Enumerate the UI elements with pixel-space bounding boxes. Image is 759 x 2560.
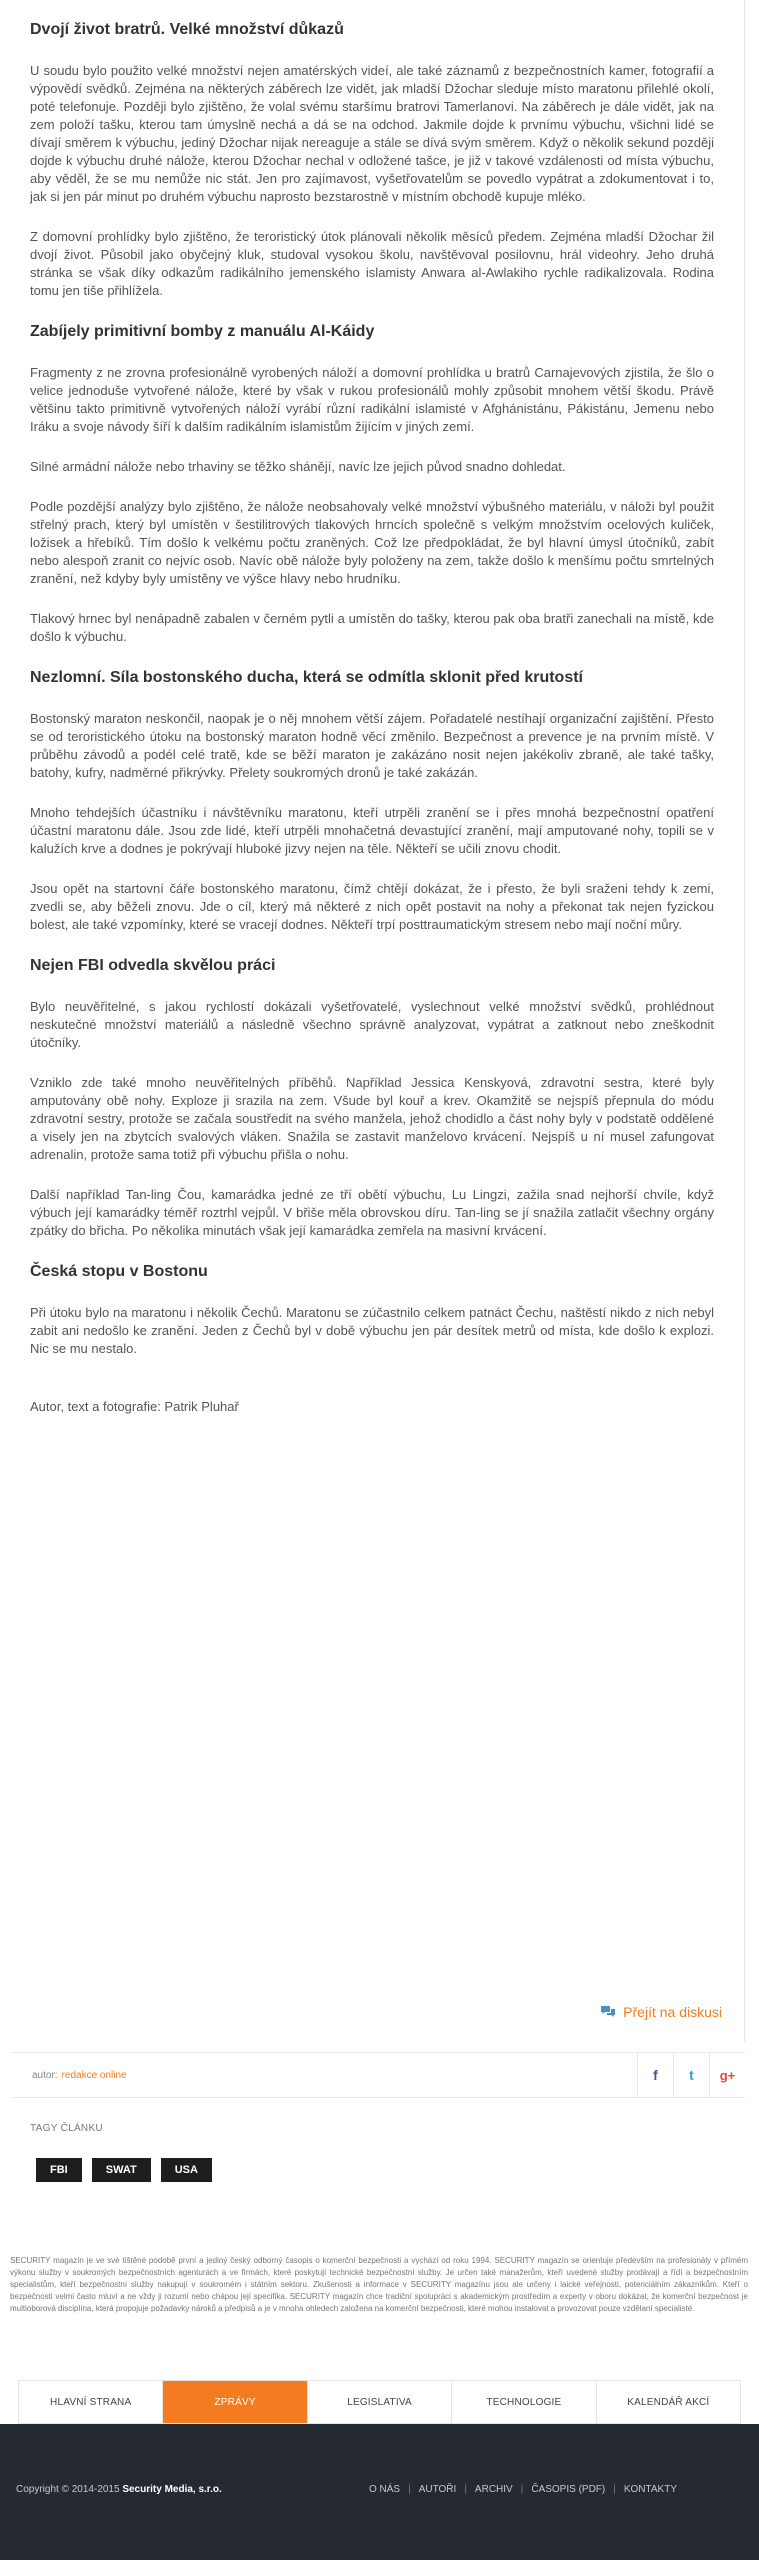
section-heading: Zabíjely primitivní bomby z manuálu Al-Káidy — [30, 323, 375, 340]
section-heading: Nezlomní. Síla bostonského ducha, která se odmítla sklonit před krutostí — [30, 669, 583, 686]
nav-item-technology[interactable]: TECHNOLOGIE — [452, 2381, 596, 2423]
article-paragraph: U soudu bylo použito velké množství nejen amatérských videí, ale také záznamů z bezpečnostních kamer, fotografií a výpovědí svědků. Zejména na některých záběrech lze vidět, jak mladší Džochar sleduje místo maratonu přilehlé okolí, poté telefonuje. Později bylo zjištěno, že volal svému staršímu bratrovi Tamerlanovi. Na záběrech je dále vidět, jak na zem položí tašku, kterou tam úmyslně nechá a dá se na odchod. Jakmile dojde k prvnímu výbuchu, všichni lidé se dívají směrem k výbuchu, jediný Džochar nijak nereaguje a stále se dívá svým směrem. Když o několik sekund později dojde k výbuchu druhé nálože, kterou Džochar nechal v odložené tašce, je již v takové vzdálenosti od místa výbuchu, aby věděl, že se mu nemůže nic stát. Jen pro zajímavost, vyšetřovatelům se povedlo vypátrat a zdokumentovat i to, jak si jen pár minut po druhém výbuchu naprosto bezstarostně v místním obchodě kupuje mléko. — [30, 63, 714, 204]
nav-item-home[interactable]: HLAVNÍ STRANA — [19, 2381, 163, 2423]
nav-item-legislation[interactable]: LEGISLATIVA — [308, 2381, 452, 2423]
footer-copyright — [16, 2484, 222, 2495]
facebook-share-button[interactable] — [637, 2053, 673, 2097]
nav-item-news[interactable]: ZPRÁVY — [163, 2381, 307, 2423]
discuss-link[interactable] — [600, 2004, 722, 2020]
section-heading: Česká stopu v Bostonu — [30, 1263, 208, 1280]
article-paragraph: Jsou opět na startovní čáře bostonského maratonu, čímž chtějí dokázat, že i přesto, že byli sraženi tehdy k zemi, zvedli se, aby běželi znovu. Jde o cíl, který má některé z nich opět postavit na nohy a překonat tak nejen fyzickou bolest, ale také vzpomínky, které se vracejí dodnes. Někteří trpí posttraumatickým stresem nebo mají noční můry. — [30, 881, 714, 932]
tag-fbi[interactable]: FBI — [36, 2158, 82, 2182]
article-paragraph: Vzniklo zde také mnoho neuvěřitelných příběhů. Například Jessica Kenskyová, zdravotní sestra, které byly amputovány obě nohy. Exploze ji srazila na zem. Všude byl kouř a krev. Okamžitě se nejspíš přepnula do módu zdravotní sestry, protože se začala soustředit na svého manžela, jehož chodidlo a část nohy byly v podstatě oddělené a visely jen na zbytcích svalových vláken. Snažila se zastavit manželovo krvácení. Nejspíš u ní musel zafungovat adrenalin, protože sama totiž při výbuchu přišla o nohu. — [30, 1075, 714, 1162]
article-paragraph: Fragmenty z ne zrovna profesionálně vyrobených náloží a domovní prohlídka u bratrů Carnajevových zjistila, že šlo o velice jednoduše vytvořené nálože, které by však v rukou profesionálů mohly způsobit mnohem větší škodu. Právě většinu takto primitivně vytvořených náloží vyrábí různí radikální islamisté v Afghánistánu, Pákistánu, Jemenu nebo Iráku a svoje návody šíří k dalším radikálním islamistům žijícím v jiných zemí. — [30, 365, 714, 434]
footer-links — [369, 2484, 677, 2495]
tag-list — [36, 2158, 212, 2182]
discuss-link-label: Přejít na diskusi — [623, 2004, 722, 2020]
footer-link-contacts[interactable]: KONTAKTY — [623, 2484, 677, 2495]
article-paragraph: Bylo neuvěřitelné, s jakou rychlostí dokázali vyšetřovatelé, vyslechnout velké množství svědků, prohlédnout neskutečné množství materiálů a následně všechno správně analyzovat, vypátrat a zatknout nebo zneškodnit útočníky. — [30, 999, 714, 1050]
footer-link-authors[interactable]: AUTOŘI — [418, 2484, 457, 2495]
footer-link-magazine-pdf[interactable]: ČASOPIS (PDF) — [531, 2484, 606, 2495]
article-paragraph: Při útoku bylo na maratonu i několik Čechů. Maratonu se zúčastnilo celkem patnáct Čechu, naštěstí nikdo z nich nebyl zabit ani nedošlo ke zranění. Jeden z Čechů byl v době výbuchu jen pár desítek metrů od místa, kde došlo k explozi. Nic se mu nestalo. — [30, 1305, 714, 1356]
comments-icon — [600, 2005, 616, 2019]
nav-item-events-calendar[interactable]: KALENDÁŘ AKCÍ — [627, 2396, 710, 2408]
tags-label: TAGY ČLÁNKU — [30, 2123, 103, 2134]
company-name: Security Media, s.r.o. — [122, 2484, 222, 2495]
section-heading: Nejen FBI odvedla skvělou práci — [30, 957, 276, 974]
twitter-share-button[interactable] — [673, 2053, 709, 2097]
footer-separator: | — [520, 2484, 524, 2495]
article-paragraph: Bostonský maraton neskončil, naopak je o něj mnohem větší zájem. Pořadatelé nestíhají organizační zajištění. Přesto se od teroristického útoku na bostonský maraton hodně věcí změnilo. Bezpečnost a prevence je na prvním místě. V průběhu závodů a podél celé tratě, kde se běží maraton je zakázáno nosit nejen jakékoliv zbraně, ale také tašky, batohy, kufry, nadměrné přikrývky. Přelety soukromých dronů je také zakázán. — [30, 711, 714, 780]
article-paragraph: Tlakový hrnec byl nenápadně zabalen v černém pytli a umístěn do tašky, kterou pak oba bratři zanechali na místě, kde došlo k výbuchu. — [30, 611, 714, 644]
googleplus-icon: g+ — [719, 2067, 736, 2083]
site-footer — [0, 2424, 759, 2560]
footer-link-archive[interactable]: ARCHIV — [474, 2484, 513, 2495]
author-label: autor: — [32, 2069, 58, 2081]
magazine-about-text: SECURITY magazín je ve své tištěné podobě první a jediný český odborný časopis o komerční bezpečnosti a vychází od roku 1994. SECURITY magazín se orientuje především na profesionály v přímém výkonu služby v soukromých bezpečnostních agenturách a ve firmách, které poskytují technické bezpečnostní služby. Je určen také manažerům, kteří uvedené služby prodávají a řídí a bezpečnostním specialistům, kteří bezpečnostní služby nakupují v soukromém i státním sektoru. Zkušenosti a informace v SECURITY magazínu jsou ale určeny i laické veřejnosti, potenciálním zákazníkům. Kteří o bezpečnosti velmi často mluví a ne vždy ji rozumí nebo chápou její specifika. SECURITY magazín chce tradiční spolupráci s akademickým prostředím a experty v oboru dokázat, že komerční bezpečnost je multioborová disciplína, která propojuje požadavky nároků a předpisů a je v mnoha ohledech založena na komerční bezpečnosti, které mohou instalovat a provozovat pouze vzdělaní specialisté. — [10, 2256, 748, 2313]
article-paragraph: Z domovní prohlídky bylo zjištěno, že teroristický útok plánovali několik měsíců předem. Zejména mladší Džochar žil dvojí život. Působil jako obyčejný kluk, studoval vysokou školu, navštěvoval posilovnu, hrál videohry. Jeho druhá stránka se však díky odkazům radikálního jemenského islamisty Anwara al-Awlakiho rychle radikalizovala. Rodina tomu jen tiše přihlížela. — [30, 229, 714, 298]
footer-separator: | — [464, 2484, 467, 2495]
share-buttons — [637, 2053, 745, 2097]
footer-link-about[interactable]: O NÁS — [368, 2484, 401, 2495]
author-link[interactable]: redakce online — [61, 2069, 127, 2081]
copyright-prefix: Copyright © 2014-2015 — [16, 2484, 120, 2495]
twitter-icon: t — [689, 2067, 694, 2083]
googleplus-share-button[interactable] — [709, 2053, 745, 2097]
tag-swat[interactable]: SWAT — [92, 2158, 151, 2182]
article-paragraph: Další například Tan-ling Čou, kamarádka jedné ze tří obětí výbuchu, Lu Lingzi, zažila snad nejhorší chvíle, když výbuch její kamarádky téměř roztrhl vejpůl. V břiše měla obrovskou díru. Tan-ling se jí snažila zatlačit všechny orgány zpátky do břicha. Po několika minutách však její kamarádka zemřela na masivní krvácení. — [30, 1187, 714, 1238]
section-heading: Dvojí život bratrů. Velké množství důkazů — [30, 21, 344, 38]
article-meta-bar — [12, 2052, 745, 2098]
facebook-icon: f — [653, 2067, 658, 2083]
article-paragraph: Podle pozdější analýzy bylo zjištěno, že nálože neobsahovaly velké množství výbušného materiálu, v náloži byl použit střelný prach, který byl umístěn v šestilitrových tlakových hrncích společně s velkým množstvím ocelových kuliček, ložisek a hřebíků. Tím došlo k velkému počtu zraněných. Což lze předpokládat, že byl hlavní úmysl útočníků, zabít nebo alespoň zranit co nejvíc osob. Navíc obě nálože byly položeny na zem, takže došlo k menšímu počtu smrtelných zranění, než kdyby byly umístěny ve výšce hlavy nebo hrudníku. — [30, 499, 714, 586]
article-author-line: Autor, text a fotografie: Patrik Pluhař — [30, 1399, 239, 1414]
bottom-navigation — [18, 2380, 741, 2424]
article-paragraph: Silné armádní nálože nebo trhaviny se těžko shánějí, navíc lze jejich původ snadno dohledat. — [30, 459, 566, 474]
footer-separator: | — [613, 2484, 616, 2495]
article-paragraph: Mnoho tehdejších účastníku i návštěvníku maratonu, kteří utrpěli zranění se i přes mnohá bezpečnostní opatření účastní maratonu dále. Jsou zde lidé, kteří utrpěli mnohačetná devastující zranění, mají amputované nohy, topili se v kalužích krve a dodnes je pokrývají hluboké jizvy nejen na těle. Někteří se učili znovu chodit. — [30, 805, 714, 856]
tag-usa[interactable]: USA — [161, 2158, 212, 2182]
footer-separator: | — [408, 2484, 411, 2495]
